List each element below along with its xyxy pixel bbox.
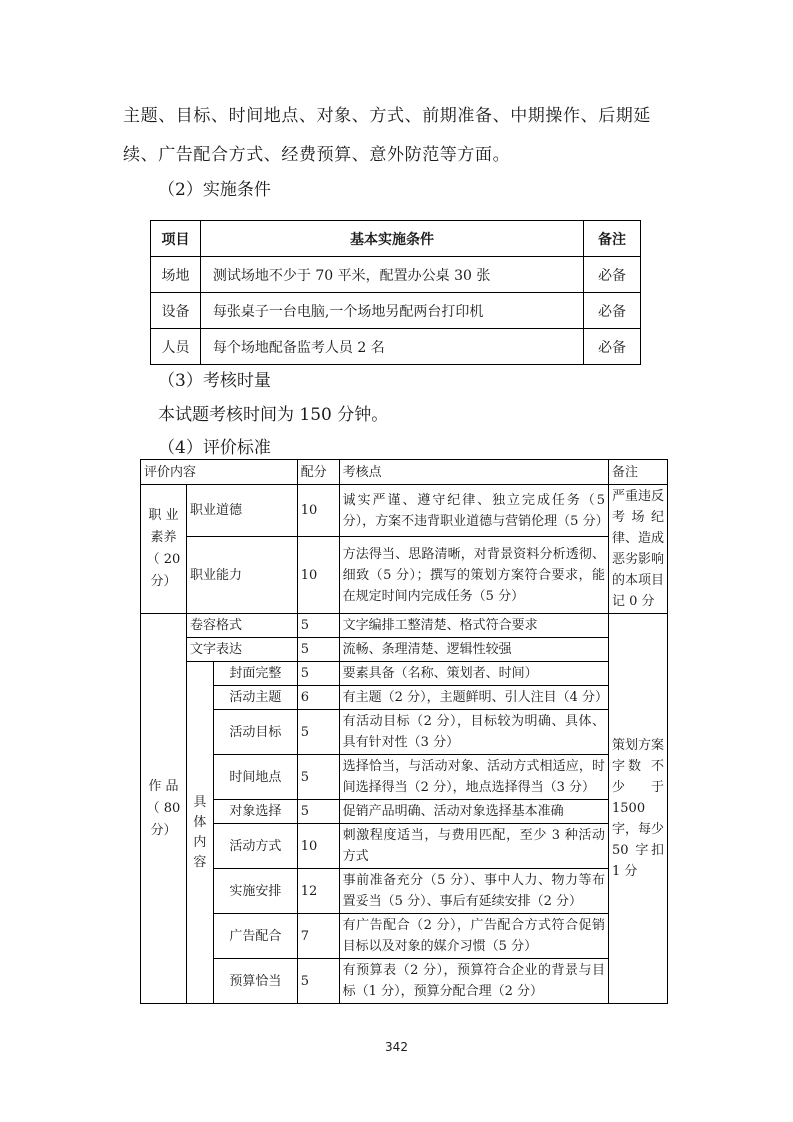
criterion-desc: 选择恰当，与活动对象、活动方式相适应，时间选择得当（2 分），地点选择得当（3 分） bbox=[339, 755, 608, 800]
group-work-label: 作 品（ 80 分） bbox=[141, 614, 187, 1004]
criterion-desc: 促销产品明确、活动对象选择基本准确 bbox=[339, 800, 608, 824]
row-condition: 每个场地配备监考人员 2 名 bbox=[200, 329, 583, 365]
table-row bbox=[141, 485, 668, 537]
criterion-score: 10 bbox=[297, 824, 339, 869]
header-condition: 基本实施条件 bbox=[200, 221, 583, 257]
table-row bbox=[151, 329, 641, 365]
evaluation-header-row bbox=[141, 460, 668, 485]
table-row bbox=[141, 537, 668, 614]
header-note: 备注 bbox=[609, 460, 668, 485]
intro-line-1: 主题、目标、时间地点、对象、方式、前期准备、中期操作、后期延 bbox=[123, 106, 651, 126]
criterion-score: 5 bbox=[297, 662, 339, 686]
row-condition: 测试场地不少于 70 平米，配置办公桌 30 张 bbox=[200, 257, 583, 293]
table-row bbox=[141, 824, 668, 869]
intro-line-2: 续、广告配合方式、经费预算、意外防范等方面。 bbox=[123, 145, 511, 165]
section-3-text: 本试题考核时间为 150 分钟。 bbox=[158, 405, 389, 425]
criterion-name: 广告配合 bbox=[213, 914, 297, 959]
sub-group-label-text: 具体内容 bbox=[193, 794, 207, 870]
criterion-desc: 有预算表（2 分），预算符合企业的背景与目标（1 分），预算分配合理（2 分） bbox=[339, 959, 608, 1004]
header-content: 评价内容 bbox=[141, 460, 298, 485]
criterion-score: 5 bbox=[297, 800, 339, 824]
criterion-name: 预算恰当 bbox=[213, 959, 297, 1004]
criterion-name: 活动目标 bbox=[213, 710, 297, 755]
criterion-desc: 要素具备（名称、策划者、时间） bbox=[339, 662, 608, 686]
criterion-score: 10 bbox=[297, 537, 339, 614]
row-item: 设备 bbox=[151, 293, 201, 329]
criterion-desc: 方法得当、思路清晰，对背景资料分析透彻、细致（5 分）；撰写的策划方案符合要求，能在规定时间内完成任务（5 分） bbox=[339, 537, 608, 614]
conditions-table bbox=[150, 220, 641, 365]
evaluation-table bbox=[140, 459, 668, 1004]
criterion-score: 12 bbox=[297, 869, 339, 914]
row-note: 必备 bbox=[584, 329, 641, 365]
table-row bbox=[151, 293, 641, 329]
header-item: 项目 bbox=[151, 221, 201, 257]
criterion-desc: 有广告配合（2 分），广告配合方式符合促销目标以及对象的媒介习惯（5 分） bbox=[339, 914, 608, 959]
criterion-score: 5 bbox=[297, 638, 339, 662]
header-score: 配分 bbox=[297, 460, 339, 485]
conditions-header-row bbox=[151, 221, 641, 257]
table-row bbox=[141, 710, 668, 755]
criterion-name: 职业能力 bbox=[186, 537, 297, 614]
table-row bbox=[141, 662, 668, 686]
criterion-desc: 文字编排工整清楚、格式符合要求 bbox=[339, 614, 608, 638]
criterion-score: 10 bbox=[297, 485, 339, 537]
sub-group-label bbox=[186, 662, 213, 1004]
criterion-desc: 有主题（2 分），主题鲜明、引人注目（4 分） bbox=[339, 686, 608, 710]
row-item: 人员 bbox=[151, 329, 201, 365]
row-item: 场地 bbox=[151, 257, 201, 293]
criterion-desc: 流畅、条理清楚、逻辑性较强 bbox=[339, 638, 608, 662]
group-professional-note: 严重违反考场纪律、造成恶劣影响的本项目记 0 分 bbox=[609, 485, 668, 614]
table-row bbox=[141, 959, 668, 1004]
header-note: 备注 bbox=[584, 221, 641, 257]
criterion-score: 7 bbox=[297, 914, 339, 959]
criterion-desc: 刺激程度适当，与费用匹配，至少 3 种活动方式 bbox=[339, 824, 608, 869]
criterion-name: 对象选择 bbox=[213, 800, 297, 824]
row-note: 必备 bbox=[584, 293, 641, 329]
criterion-score: 5 bbox=[297, 959, 339, 1004]
page-number: 342 bbox=[385, 1040, 408, 1054]
criterion-desc: 事前准备充分（5 分）、事中人力、物力等布置妥当（5 分）、事后有延续安排（2 分） bbox=[339, 869, 608, 914]
row-condition: 每张桌子一台电脑,一个场地另配两台打印机 bbox=[200, 293, 583, 329]
criterion-desc: 诚实严谨、遵守纪律、独立完成任务（5 分），方案不违背职业道德与营销伦理（5 分） bbox=[339, 485, 608, 537]
criterion-score: 5 bbox=[297, 614, 339, 638]
criterion-name: 文字表达 bbox=[186, 638, 297, 662]
criterion-name: 活动主题 bbox=[213, 686, 297, 710]
group-professional-label: 职 业 素养（ 20 分） bbox=[141, 485, 187, 614]
table-row bbox=[141, 800, 668, 824]
table-row bbox=[151, 257, 641, 293]
table-row bbox=[141, 869, 668, 914]
criterion-name: 时间地点 bbox=[213, 755, 297, 800]
criterion-name: 卷容格式 bbox=[186, 614, 297, 638]
section-2-title: （2）实施条件 bbox=[158, 180, 271, 200]
criterion-name: 实施安排 bbox=[213, 869, 297, 914]
criterion-score: 6 bbox=[297, 686, 339, 710]
table-row bbox=[141, 686, 668, 710]
criterion-name: 活动方式 bbox=[213, 824, 297, 869]
table-row bbox=[141, 755, 668, 800]
criterion-score: 5 bbox=[297, 710, 339, 755]
row-note: 必备 bbox=[584, 257, 641, 293]
criterion-name: 职业道德 bbox=[186, 485, 297, 537]
section-3-title: （3）考核时量 bbox=[158, 371, 271, 391]
criterion-name: 封面完整 bbox=[213, 662, 297, 686]
header-points: 考核点 bbox=[339, 460, 608, 485]
table-row bbox=[141, 638, 668, 662]
table-row bbox=[141, 914, 668, 959]
criterion-score: 5 bbox=[297, 755, 339, 800]
table-row bbox=[141, 614, 668, 638]
criterion-desc: 有活动目标（2 分），目标较为明确、具体、具有针对性（3 分） bbox=[339, 710, 608, 755]
section-4-title: （4）评价标准 bbox=[158, 438, 271, 458]
group-work-note: 策划方案字数 不 少 于 1500 字，每少 50 字扣 1 分 bbox=[609, 614, 668, 1004]
